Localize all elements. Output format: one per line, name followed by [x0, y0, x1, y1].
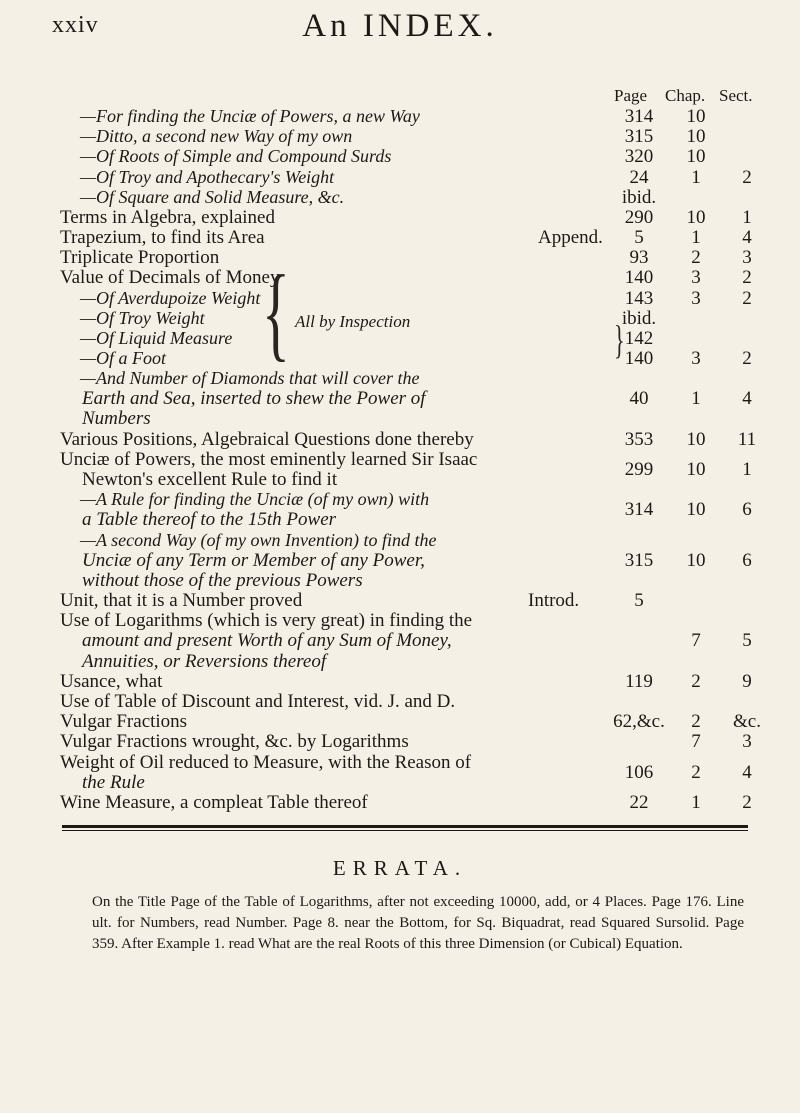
entry-text: Triplicate Proportion [60, 247, 220, 269]
col-header-sect: Sect. [719, 86, 753, 105]
entry-line: —And Number of Diamonds that will cover the [80, 368, 420, 389]
entry-chap: 1 [691, 227, 701, 248]
entry-page: 315 [624, 126, 654, 148]
entry-sect: 4 [742, 388, 752, 410]
entry-chap: 2 [691, 247, 701, 269]
entry-sect: 4 [742, 227, 752, 248]
index-entry [0, 126, 800, 146]
entry-chap: 10 [686, 549, 706, 571]
entry-sect: 2 [742, 267, 752, 289]
entry-sect: 5 [742, 630, 752, 652]
entry-page: 314 [624, 106, 654, 127]
entry-text: —Of Averdupoize Weight [80, 287, 261, 308]
index-entry [0, 247, 800, 267]
index-entry [0, 187, 800, 207]
entry-text: —Of Liquid Measure [80, 327, 233, 348]
group-brace: { [262, 253, 290, 371]
entry-line: Wine Measure, a compleat Table thereof [60, 791, 368, 813]
entry-line: Vulgar Fractions wrought, &c. by Logarithms [60, 731, 409, 753]
entry-sect: 6 [742, 499, 752, 521]
entry-page: ibid. [621, 307, 657, 329]
index-entry [0, 489, 800, 529]
entry-chap: 10 [686, 126, 706, 148]
entry-chap: 1 [691, 166, 701, 188]
index-entry [0, 167, 800, 187]
entry-line: amount and present Worth of any Sum of Money, [82, 630, 452, 652]
entry-text: —Of Troy Weight [80, 307, 205, 328]
entry-page: 106 [624, 761, 654, 783]
entry-sect: 2 [742, 348, 752, 370]
entry-sect: 11 [737, 428, 757, 450]
entry-line: the Rule [82, 771, 145, 793]
index-entry [0, 368, 800, 429]
entry-page: 40 [629, 388, 649, 410]
index-entry [0, 671, 800, 691]
entry-line: Weight of Oil reduced to Measure, with the Reason of [60, 751, 472, 773]
entry-line: a Table thereof to the 15th Power [82, 509, 337, 531]
index-entry [0, 267, 800, 287]
entry-page: 290 [624, 206, 654, 228]
entry-sect: 2 [742, 791, 752, 813]
entry-sect: 9 [742, 670, 752, 692]
index-entry [0, 207, 800, 227]
entry-line: —A Rule for finding the Unciæ (of my own) with [80, 489, 430, 510]
entry-text: —Of Square and Solid Measure, &c. [80, 186, 345, 207]
entry-page: 142 [624, 327, 654, 349]
entry-page: 314 [624, 499, 654, 521]
entry-line: Unciæ of Powers, the most eminently learned Sir Isaac [60, 448, 478, 470]
entry-line: Newton's excellent Rule to find it [82, 469, 338, 491]
entry-text: —Of Roots of Simple and Compound Surds [80, 146, 392, 167]
errata-text: On the Title Page of the Table of Logarithms, after not exceeding 10000, add, or 4 Places. Page 176. Line ult. for Numbers, read Number. Page 8. near the Bottom, for Sq. Biquadrat, read Squared Sursolid. Page 359. After Example 1. read What are the real Roots of this three Dimension (or Cubical) Equation. [92, 894, 744, 952]
entry-chap: 3 [691, 267, 701, 289]
entry-page: ibid. [621, 186, 657, 208]
entry-page: 320 [624, 146, 654, 168]
entry-line: Annuities, or Reversions thereof [82, 650, 327, 672]
entry-page: 140 [624, 348, 654, 370]
index-entry [0, 610, 800, 671]
entry-chap: 7 [691, 630, 701, 652]
entry-line: —A second Way (of my own Invention) to find the [80, 529, 437, 550]
entry-chap: 2 [691, 711, 701, 733]
entry-page: 143 [624, 287, 654, 309]
index-entry [0, 288, 800, 308]
entry-chap: 3 [691, 287, 701, 309]
page-brace: } [614, 316, 625, 362]
entry-text: —Ditto, a second new Way of my own [80, 126, 353, 147]
index-entry [0, 348, 800, 368]
entry-page: 119 [625, 670, 653, 692]
index-entry [0, 691, 800, 711]
entry-page: 62,&c. [613, 711, 665, 733]
entry-text: —Of a Foot [80, 348, 167, 369]
page-number: xxiv [52, 12, 99, 38]
entry-chap: 10 [686, 106, 706, 127]
entry-sect: 4 [742, 761, 752, 783]
col-header-page: Page [614, 86, 648, 105]
entry-page: 140 [624, 267, 654, 289]
entry-sect: 1 [742, 458, 752, 480]
entry-sect: 3 [742, 731, 752, 753]
index-entry [0, 530, 800, 591]
entry-page: 5 [634, 227, 644, 248]
entry-page: 22 [629, 791, 649, 813]
page-title: An INDEX. [302, 8, 498, 44]
entry-page: 24 [629, 166, 649, 188]
divider-rule [62, 825, 748, 828]
index-entry [0, 106, 800, 126]
brace-note: All by Inspection [295, 311, 411, 331]
entry-page: 315 [624, 549, 654, 571]
entry-appendix: Append. [538, 227, 603, 248]
entry-page: 353 [624, 428, 654, 450]
entry-sect: 1 [742, 206, 752, 228]
entry-chap: 2 [691, 670, 701, 692]
entry-text: Vulgar Fractions [60, 711, 188, 733]
entry-line: Unciæ of any Term or Member of any Power, [82, 549, 425, 571]
entry-chap: 2 [691, 761, 701, 783]
entry-page: 299 [624, 458, 654, 480]
entry-line: without those of the previous Powers [82, 569, 363, 591]
entry-chap: 10 [686, 206, 706, 228]
index-entry [0, 227, 800, 247]
entry-sect: 3 [742, 247, 752, 269]
entry-sect: 6 [742, 549, 752, 571]
entry-chap: 10 [686, 428, 706, 450]
entry-chap: 10 [686, 458, 706, 480]
entry-chap: 1 [691, 388, 701, 410]
entry-line: Earth and Sea, inserted to shew the Power of [82, 388, 426, 410]
entry-text: Usance, what [60, 670, 163, 692]
entry-text: —Of Troy and Apothecary's Weight [80, 166, 335, 187]
index-entry [0, 146, 800, 166]
entry-text: Use of Table of Discount and Interest, vid. J. and D. [60, 691, 456, 712]
entry-line: Use of Logarithms (which is very great) in finding the [60, 610, 473, 632]
entry-introduction: Introd. [528, 590, 580, 612]
entry-page: 5 [634, 590, 644, 612]
entry-chap: 10 [686, 499, 706, 521]
entry-sect: &c. [733, 711, 761, 733]
divider-rule-thin [62, 830, 748, 831]
entry-text: —For finding the Unciæ of Powers, a new Way [80, 106, 420, 126]
entry-chap: 10 [686, 146, 706, 168]
entry-sect: 2 [742, 166, 752, 188]
index-entry [0, 711, 800, 731]
entry-chap: 7 [691, 731, 701, 753]
entry-chap: 3 [691, 348, 701, 370]
entry-text: Terms in Algebra, explained [60, 206, 275, 228]
index-entry [0, 449, 800, 489]
entry-text: Value of Decimals of Money [60, 267, 280, 289]
index-entry [0, 590, 800, 610]
entry-text: Various Positions, Algebraical Questions done thereby [60, 428, 474, 450]
entry-chap: 1 [691, 791, 701, 813]
entry-line: Numbers [82, 408, 151, 430]
index-entry [0, 429, 800, 449]
entry-text: Unit, that it is a Number proved [60, 590, 303, 612]
entry-sect: 2 [742, 287, 752, 309]
entry-page: 93 [629, 247, 649, 269]
errata-title: ERRATA. [332, 856, 468, 880]
col-header-chap: Chap. [665, 86, 706, 105]
entry-text: Trapezium, to find its Area [60, 227, 265, 248]
